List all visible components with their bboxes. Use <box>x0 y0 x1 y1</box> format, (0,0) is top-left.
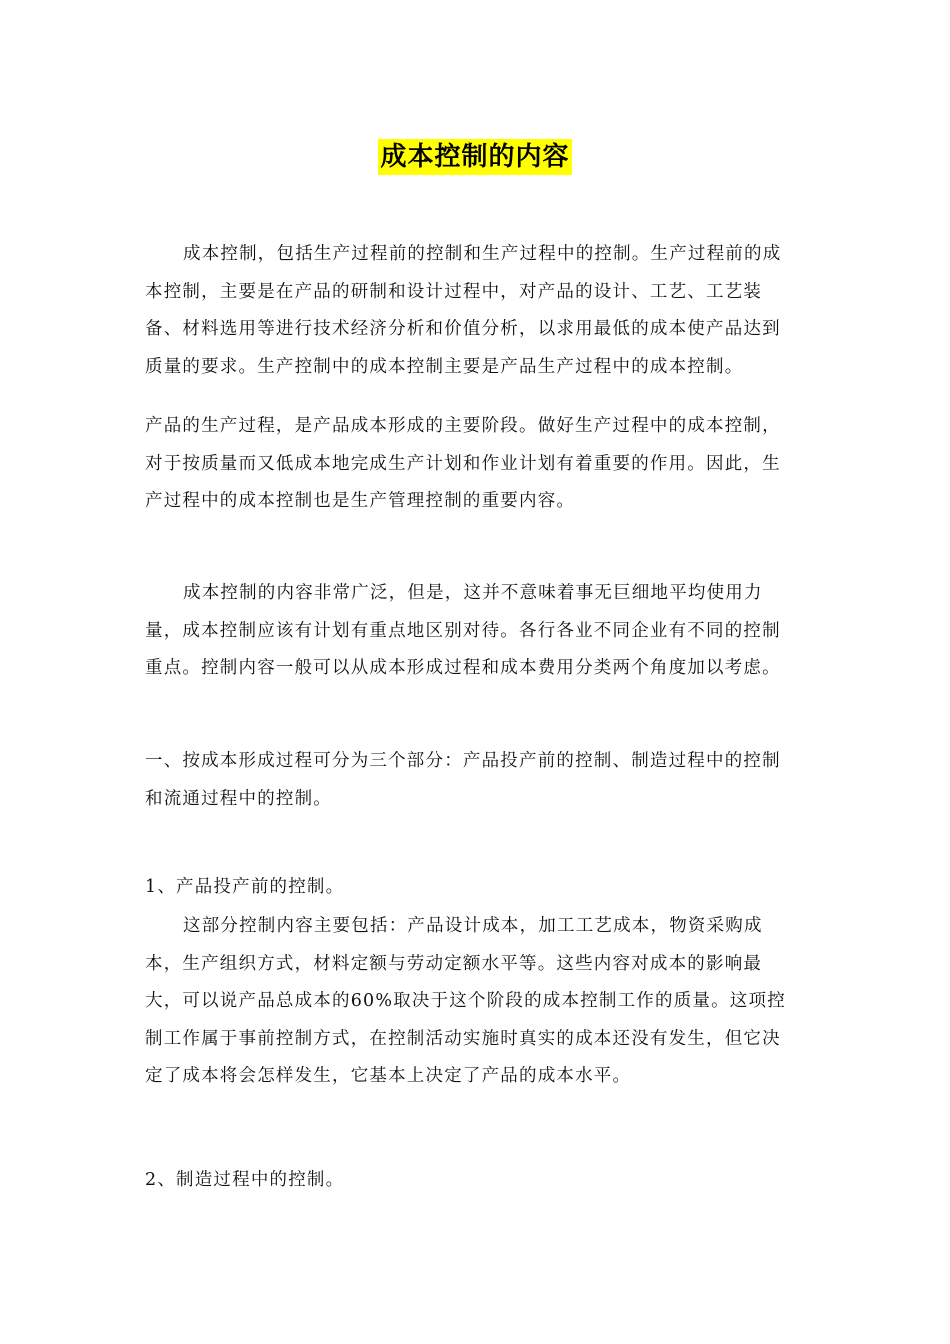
text-line: 对于按质量而又低成本地完成生产计划和作业计划有着重要的作用。因此，生 <box>145 453 781 474</box>
text-line: 一、按成本形成过程可分为三个部分：产品投产前的控制、制造过程中的控制 <box>145 751 781 771</box>
document-title: 成本控制的内容 <box>378 139 571 175</box>
text-line: 1、产品投产前的控制。 <box>145 877 345 897</box>
subsection-heading-2 <box>145 1162 807 1200</box>
text-line: 重点。控制内容一般可以从成本形成过程和成本费用分类两个角度加以考虑。 <box>145 658 781 678</box>
paragraph-production-process <box>145 408 807 521</box>
text-line: 这部分控制内容主要包括：产品设计成本，加工工艺成本，物资采购成 <box>183 916 763 936</box>
subsection-heading-1 <box>145 869 807 907</box>
text-line: 成本控制，包括生产过程前的控制和生产过程中的控制。生产过程前的成 <box>183 244 782 264</box>
text-line: 和流通过程中的控制。 <box>145 788 332 809</box>
text-line: 成本控制的内容非常广泛，但是，这并不意味着事无巨细地平均使用力 <box>183 583 763 603</box>
text-line: 产品的生产过程，是产品成本形成的主要阶段。做好生产过程中的成本控制， <box>145 416 781 436</box>
text-line: 本控制，主要是在产品的研制和设计过程中，对产品的设计、工艺、工艺装 <box>145 281 763 302</box>
text-line: 2、制造过程中的控制。 <box>145 1170 345 1190</box>
text-line: 本，生产组织方式，材料定额与劳动定额水平等。这些内容对成本的影响最 <box>145 953 763 974</box>
text-line: 定了成本将会怎样发生，它基本上决定了产品的成本水平。 <box>145 1066 632 1086</box>
paragraph-pre-production <box>145 908 807 1096</box>
paragraph-scope <box>145 575 807 688</box>
text-line: 制工作属于事前控制方式，在控制活动实施时真实的成本还没有发生，但它决 <box>145 1028 781 1049</box>
paragraph-intro <box>145 236 807 386</box>
text-line: 大，可以说产品总成本的60%取决于这个阶段的成本控制工作的质量。这项控 <box>145 991 786 1011</box>
text-line: 质量的要求。生产控制中的成本控制主要是产品生产过程中的成本控制。 <box>145 356 744 377</box>
text-line: 备、材料选用等进行技术经济分析和价值分析，以求用最低的成本使产品达到 <box>145 319 781 339</box>
text-line: 产过程中的成本控制也是生产管理控制的重要内容。 <box>145 491 576 511</box>
text-line: 量，成本控制应该有计划有重点地区别对待。各行各业不同企业有不同的控制 <box>145 620 781 641</box>
section-heading-one <box>145 743 807 818</box>
title-container <box>0 139 950 175</box>
